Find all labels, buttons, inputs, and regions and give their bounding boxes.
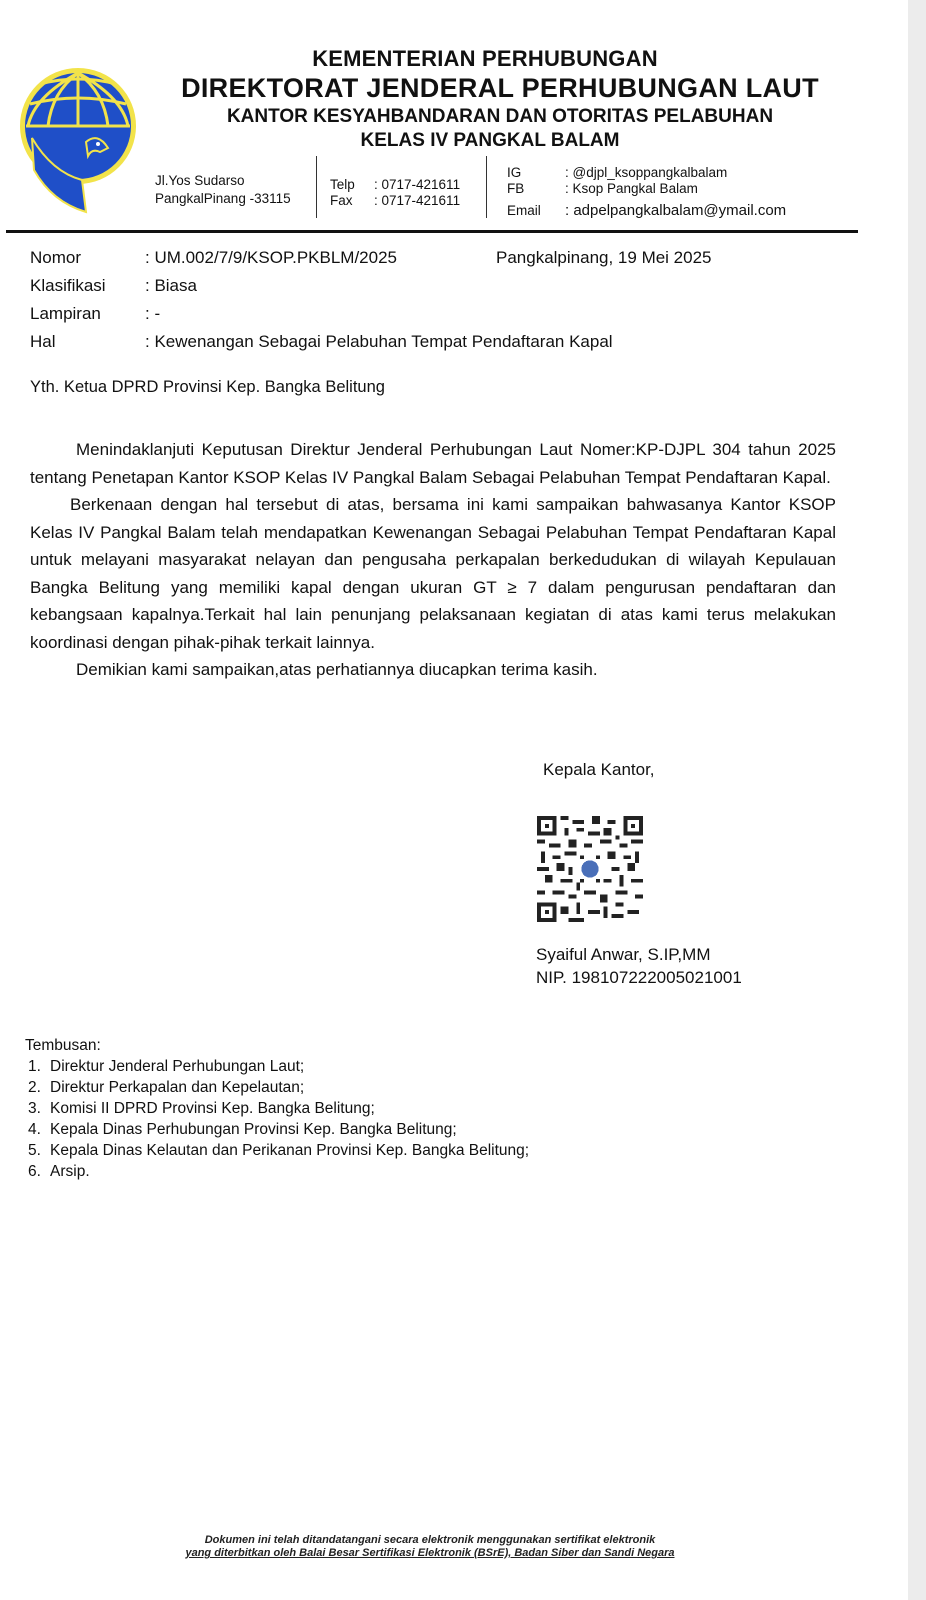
list-item: 3. Komisi II DPRD Provinsi Kep. Bangka Belitung;	[28, 1100, 375, 1117]
email-label: Email	[507, 203, 541, 218]
address-city: PangkalPinang -33115	[155, 191, 291, 206]
ministry-logo-icon	[12, 52, 140, 222]
divider	[316, 156, 317, 218]
fax-value: : 0717-421611	[374, 193, 461, 208]
signatory	[536, 943, 742, 989]
fax-label: Fax	[330, 193, 353, 208]
social-contacts	[507, 164, 786, 220]
hal-value: : Kewenangan Sebagai Pelabuhan Tempat Pendaftaran Kapal	[145, 332, 613, 351]
recipient: Yth. Ketua DPRD Provinsi Kep. Bangka Belitung	[30, 378, 385, 396]
email-value: : adpelpangkalbalam@ymail.com	[565, 202, 787, 219]
body-paragraph: Demikian kami sampaikan,atas perhatiannya diucapkan terima kasih.	[76, 660, 598, 679]
qr-code-icon	[536, 816, 644, 922]
office-class: KELAS IV PANGKAL BALAM	[360, 130, 620, 151]
office-name: KANTOR KESYAHBANDARAN DAN OTORITAS PELABUHAN	[226, 106, 774, 127]
lampiran-value: : -	[145, 304, 161, 323]
list-item: 2. Direktur Perkapalan dan Kepelautan;	[28, 1079, 305, 1096]
divider	[486, 156, 487, 218]
footer-line: yang diterbitkan oleh Balai Besar Sertifikasi Elektronik (BSrE), Badan Siber dan Sandi Negara	[185, 1547, 675, 1559]
directorate-name: DIREKTORAT JENDERAL PERHUBUNGAN LAUT	[181, 73, 819, 103]
signatory-name: Syaiful Anwar, S.IP,MM	[536, 945, 711, 964]
list-item: 6. Arsip.	[28, 1163, 90, 1180]
body-paragraph: Berkenaan dengan hal tersebut di atas, bersama ini kami sampaikan bahwasanya Kantor KSOP Kelas IV Pangkal Balam telah mendapatkan Kewenangan Sebagai Pelabuhan Tempat Pendaftaran Kapal untuk melayani masyarakat nelayan dan pengusaha perkapalan berkedudukan di wilayah Kepulauan Bangka Belitung yang memiliki kapal dengan ukuran GT ≥ 7 dalam pengurusan pendaftaran dan kebangsaan kapalnya.Terkait hal lain penunjang pelaksanaan kegiatan di atas kami terus melakukan koordinasi dengan pihak-pihak terkait lainnya.	[30, 495, 836, 652]
list-item: 5. Kepala Dinas Kelautan dan Perikanan Provinsi Kep. Bangka Belitung;	[28, 1142, 530, 1159]
address-street: Jl.Yos Sudarso	[155, 173, 245, 188]
tembusan-list	[25, 1056, 529, 1182]
tembusan	[25, 1035, 529, 1182]
list-item: 4. Kepala Dinas Perhubungan Provinsi Kep. Bangka Belitung;	[28, 1121, 457, 1138]
list-item: 1. Direktur Jenderal Perhubungan Laut;	[28, 1058, 305, 1075]
telp-value: : 0717-421611	[374, 177, 461, 192]
footer-line: Dokumen ini telah ditandatangani secara elektronik menggunakan sertifikat elektronik	[204, 1534, 656, 1546]
letter-date: Pangkalpinang, 19 Mei 2025	[496, 248, 712, 267]
nomor-value: : UM.002/7/9/KSOP.PKBLM/2025	[145, 248, 397, 267]
body-paragraph: Menindaklanjuti Keputusan Direktur Jenderal Perhubungan Laut Nomer:KP-DJPL 304 tahun 2025 tentang Penetapan Kantor KSOP Kelas IV Pangkal Balam Sebagai Pelabuhan Tempat Pendaftaran Kapal.	[30, 440, 836, 487]
letter-body	[30, 436, 836, 684]
office-address	[155, 172, 291, 208]
letterhead-rule	[6, 230, 858, 233]
fb-label: FB	[507, 181, 525, 196]
phone-fax	[330, 176, 460, 210]
esign-footer	[160, 1534, 700, 1560]
ministry-name: KEMENTERIAN PERHUBUNGAN	[312, 46, 658, 71]
letterhead	[150, 46, 850, 152]
signature-title: Kepala Kantor,	[543, 760, 655, 779]
nomor-label: Nomor	[30, 248, 82, 267]
ig-value: : @djpl_ksoppangkalbalam	[565, 165, 728, 180]
lampiran-label: Lampiran	[30, 304, 101, 323]
klasifikasi-value: : Biasa	[145, 276, 197, 295]
tembusan-heading: Tembusan:	[25, 1037, 101, 1054]
fb-value: : Ksop Pangkal Balam	[565, 181, 698, 196]
right-gutter	[908, 0, 926, 1600]
ig-label: IG	[507, 165, 522, 180]
signatory-nip: NIP. 198107222005021001	[536, 968, 742, 987]
telp-label: Telp	[330, 177, 355, 192]
klasifikasi-label: Klasifikasi	[30, 276, 106, 295]
hal-label: Hal	[30, 332, 56, 351]
